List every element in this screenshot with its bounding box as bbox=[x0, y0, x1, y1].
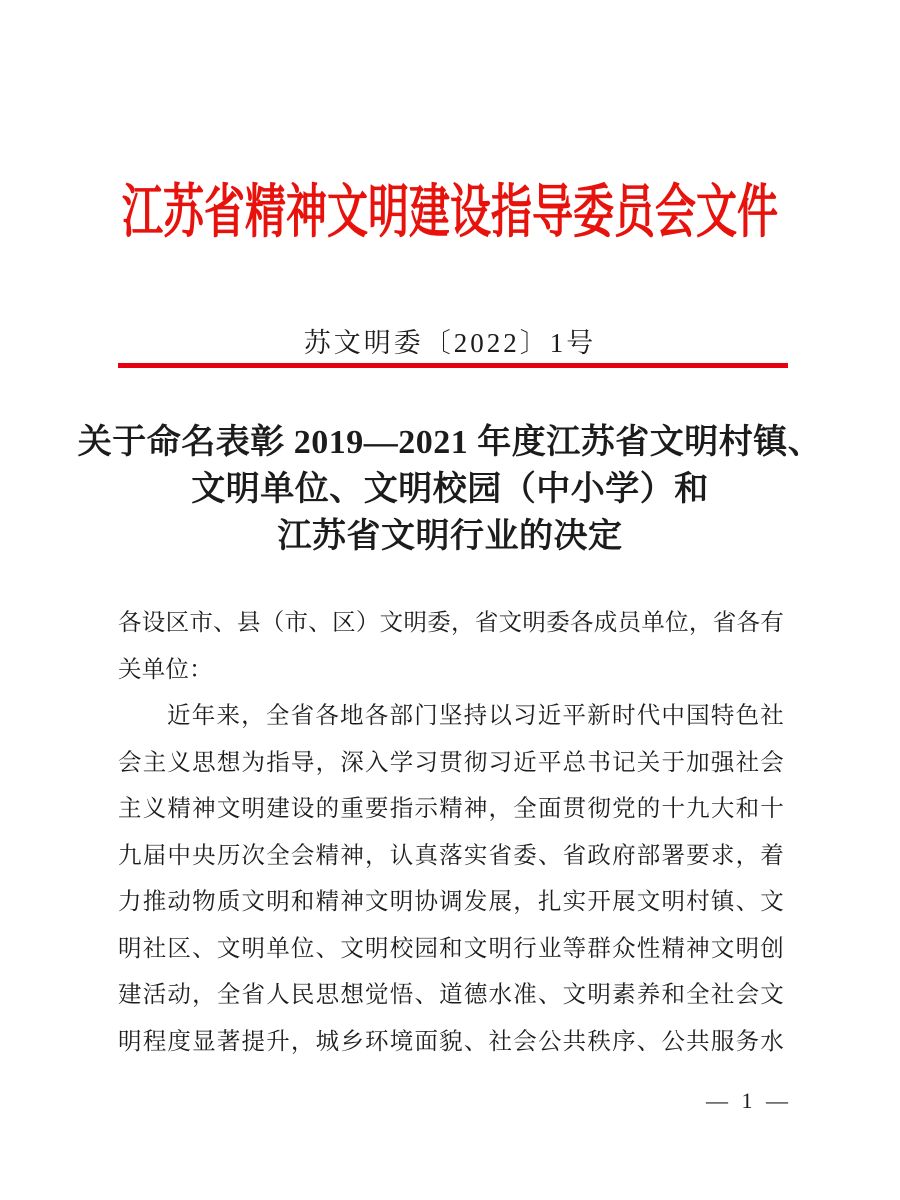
body-line: 明社区、文明单位、文明校园和文明行业等群众性精神文明创 bbox=[118, 935, 784, 962]
document-title bbox=[0, 419, 900, 560]
body-line: 九届中央历次全会精神，认真落实省委、省政府部署要求，着 bbox=[118, 842, 784, 869]
document-issue-number: 苏文明委〔2022〕1号 bbox=[303, 328, 597, 358]
document-title-line: 文明单位、文明校园（中小学）和 bbox=[191, 471, 709, 508]
document-masthead-title: 江苏省精神文明建设指导委员会文件 bbox=[122, 179, 778, 245]
body-line: 各设区市、县（市、区）文明委，省文明委各成员单位，省各有 bbox=[118, 610, 784, 636]
body-line: 关单位： bbox=[118, 656, 213, 683]
document-title-line: 关于命名表彰 2019—2021 年度江苏省文明村镇、 bbox=[77, 424, 823, 461]
red-divider-line bbox=[118, 363, 788, 368]
body-line: 建活动，全省人民思想觉悟、道德水准、文明素养和全社会文 bbox=[118, 982, 784, 1008]
body-line: 近年来，全省各地各部门坚持以习近平新时代中国特色社 bbox=[167, 703, 784, 729]
document-body bbox=[118, 600, 784, 1065]
body-line: 会主义思想为指导，深入学习贯彻习近平总书记关于加强社会 bbox=[118, 749, 784, 776]
body-line: 力推动物质文明和精神文明协调发展，扎实开展文明村镇、文 bbox=[118, 889, 784, 915]
body-line: 主义精神文明建设的重要指示精神，全面贯彻党的十九大和十 bbox=[118, 796, 784, 822]
document-title-line: 江苏省文明行业的决定 bbox=[277, 518, 623, 555]
page-number: — 1 — bbox=[706, 1088, 792, 1113]
body-line: 明程度显著提升，城乡环境面貌、社会公共秩序、公共服务水 bbox=[118, 1028, 784, 1055]
